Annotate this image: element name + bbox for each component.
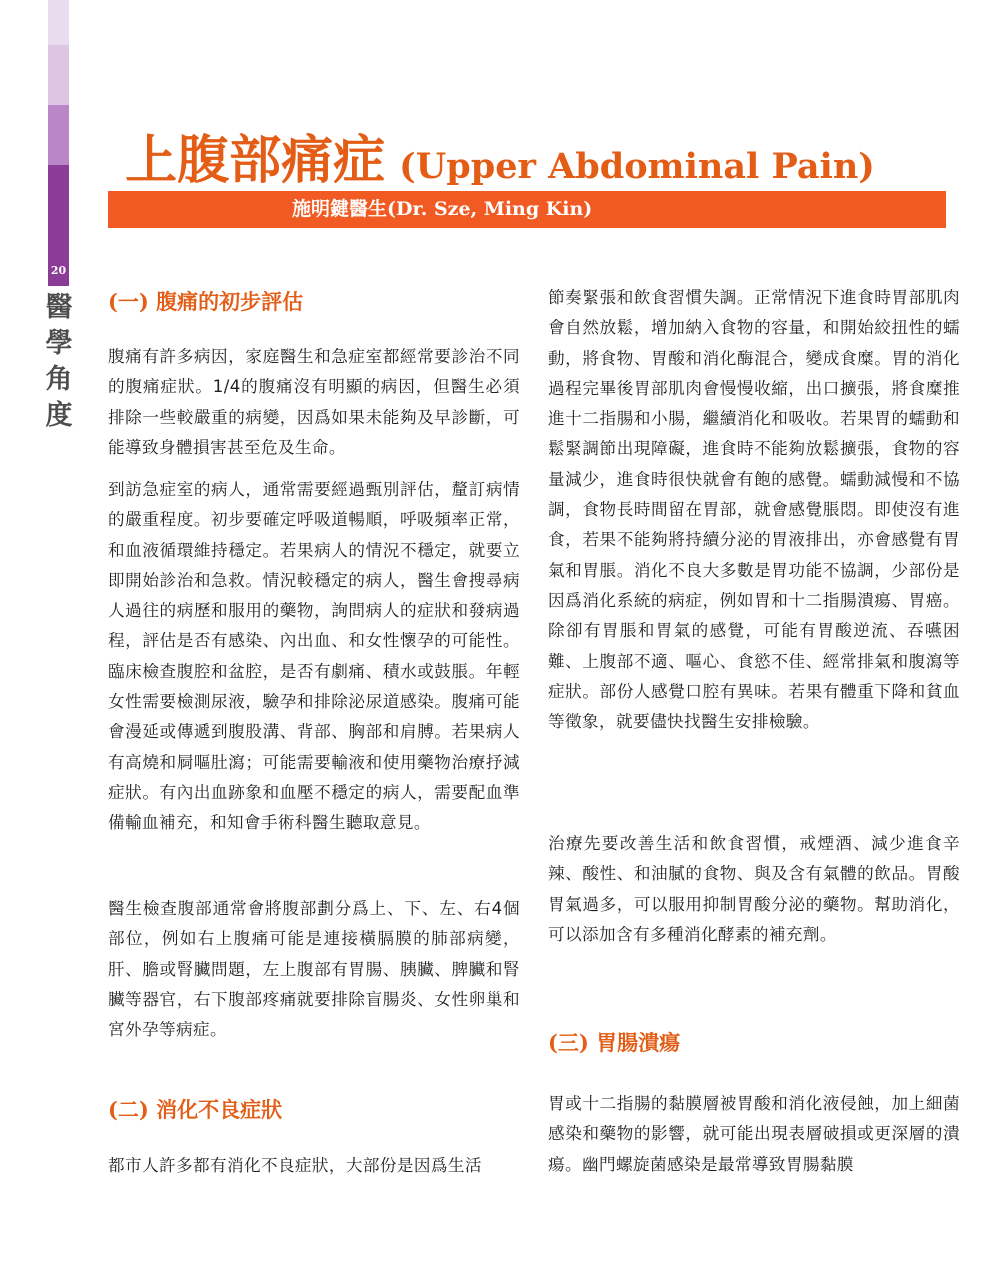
author-bar bbox=[108, 191, 946, 228]
title-english: (Upper Abdominal Pain) bbox=[399, 146, 875, 187]
section-tag: 醫學角度 bbox=[45, 292, 73, 431]
paragraph: 都市人許多都有消化不良症狀，大部份是因爲生活 bbox=[108, 1156, 482, 1175]
author-name: 施明鍵醫生(Dr. Sze, Ming Kin) bbox=[292, 198, 593, 220]
paragraph: 胃或十二指腸的黏膜層被胃酸和消化液侵蝕，加上細菌感染和藥物的影響，就可能出現表層破損或更深層的潰瘍。幽門螺旋菌感染是最常導致胃腸黏膜 bbox=[548, 1094, 960, 1174]
section-heading: (二) 消化不良症狀 bbox=[108, 1097, 283, 1122]
title-chinese: 上腹部痛症 bbox=[125, 130, 386, 191]
section-heading: (一) 腹痛的初步評估 bbox=[108, 289, 304, 314]
paragraph: 腹痛有許多病因，家庭醫生和急症室都經常要診治不同的腹痛症狀。1/4的腹痛沒有明顯的病因，但醫生必須排除一些較嚴重的病變，因爲如果未能夠及早診斷，可能導致身體損害甚至危及生命。 bbox=[108, 347, 520, 457]
paragraph: 到訪急症室的病人，通常需要經過甄別評估，釐訂病情的嚴重程度。初步要確定呼吸道暢順，呼吸頻率正常，和血液循環維持穩定。若果病人的情況不穩定，就要立即開始診治和急救。情況較穩定的病人，醫生會搜尋病人過往的病歷和服用的藥物，詢問病人的症狀和發病過程，評估是否有感染、內出血、和女性懷孕的可能性。臨床檢查腹腔和盆腔，是否有劇痛、積水或鼓脹。年輕女性需要檢測尿液，驗孕和排除泌尿道感染。腹痛可能會漫延或傳遞到腹股溝、背部、胸部和肩膊。若果病人有高燒和屙嘔肚瀉；可能需要輸液和使用藥物治療抒減症狀。有內出血跡象和血壓不穩定的病人，需要配血準備輸血補充，和知會手術科醫生聽取意見。 bbox=[108, 480, 520, 833]
color-bar-segment bbox=[48, 45, 69, 105]
page-number: 20 bbox=[48, 256, 69, 286]
paragraph: 治療先要改善生活和飲食習慣，戒煙酒、減少進食辛辣、酸性、和油膩的食物、與及含有氣體的飲品。胃酸胃氣過多，可以服用抑制胃酸分泌的藥物。幫助消化，可以添加含有多種消化酵素的補充劑。 bbox=[548, 834, 960, 944]
color-bar-segment bbox=[48, 0, 69, 45]
paragraph: 醫生檢查腹部通常會將腹部劃分爲上、下、左、右4個部位，例如右上腹痛可能是連接橫膈膜的肺部病變，肝、膽或腎臟問題，左上腹部有胃腸、胰臟、脾臟和腎臟等器官，右下腹部疼痛就要排除盲腸炎、女性卵巢和宮外孕等病症。 bbox=[108, 899, 520, 1040]
article-title bbox=[0, 118, 1000, 193]
section-heading: (三) 胃腸潰瘍 bbox=[548, 1030, 681, 1055]
paragraph: 節奏緊張和飲食習慣失調。正常情況下進食時胃部肌肉會自然放鬆，增加納入食物的容量，和開始絞扭性的蠕動，將食物、胃酸和消化酶混合，變成食糜。胃的消化過程完畢後胃部肌肉會慢慢收縮，出口擴張，將食糜推進十二指腸和小腸，繼續消化和吸收。若果胃的蠕動和鬆緊調節出現障礙，進食時不能夠放鬆擴張，食物的容量減少，進食時很快就會有飽的感覺。蠕動減慢和不協調，食物長時間留在胃部，就會感覺脹悶。即使沒有進食，若果不能夠將持續分泌的胃液排出，亦會感覺有胃氣和胃脹。消化不良大多數是胃功能不協調，少部份是因爲消化系統的病症，例如胃和十二指腸潰瘍、胃癌。除卻有胃脹和胃氣的感覺，可能有胃酸逆流、吞嚥困難、上腹部不適、嘔心、食慾不佳、經常排氣和腹瀉等症狀。部份人感覺口腔有異味。若果有體重下降和貧血等徵象，就要儘快找醫生安排檢驗。 bbox=[548, 288, 960, 732]
